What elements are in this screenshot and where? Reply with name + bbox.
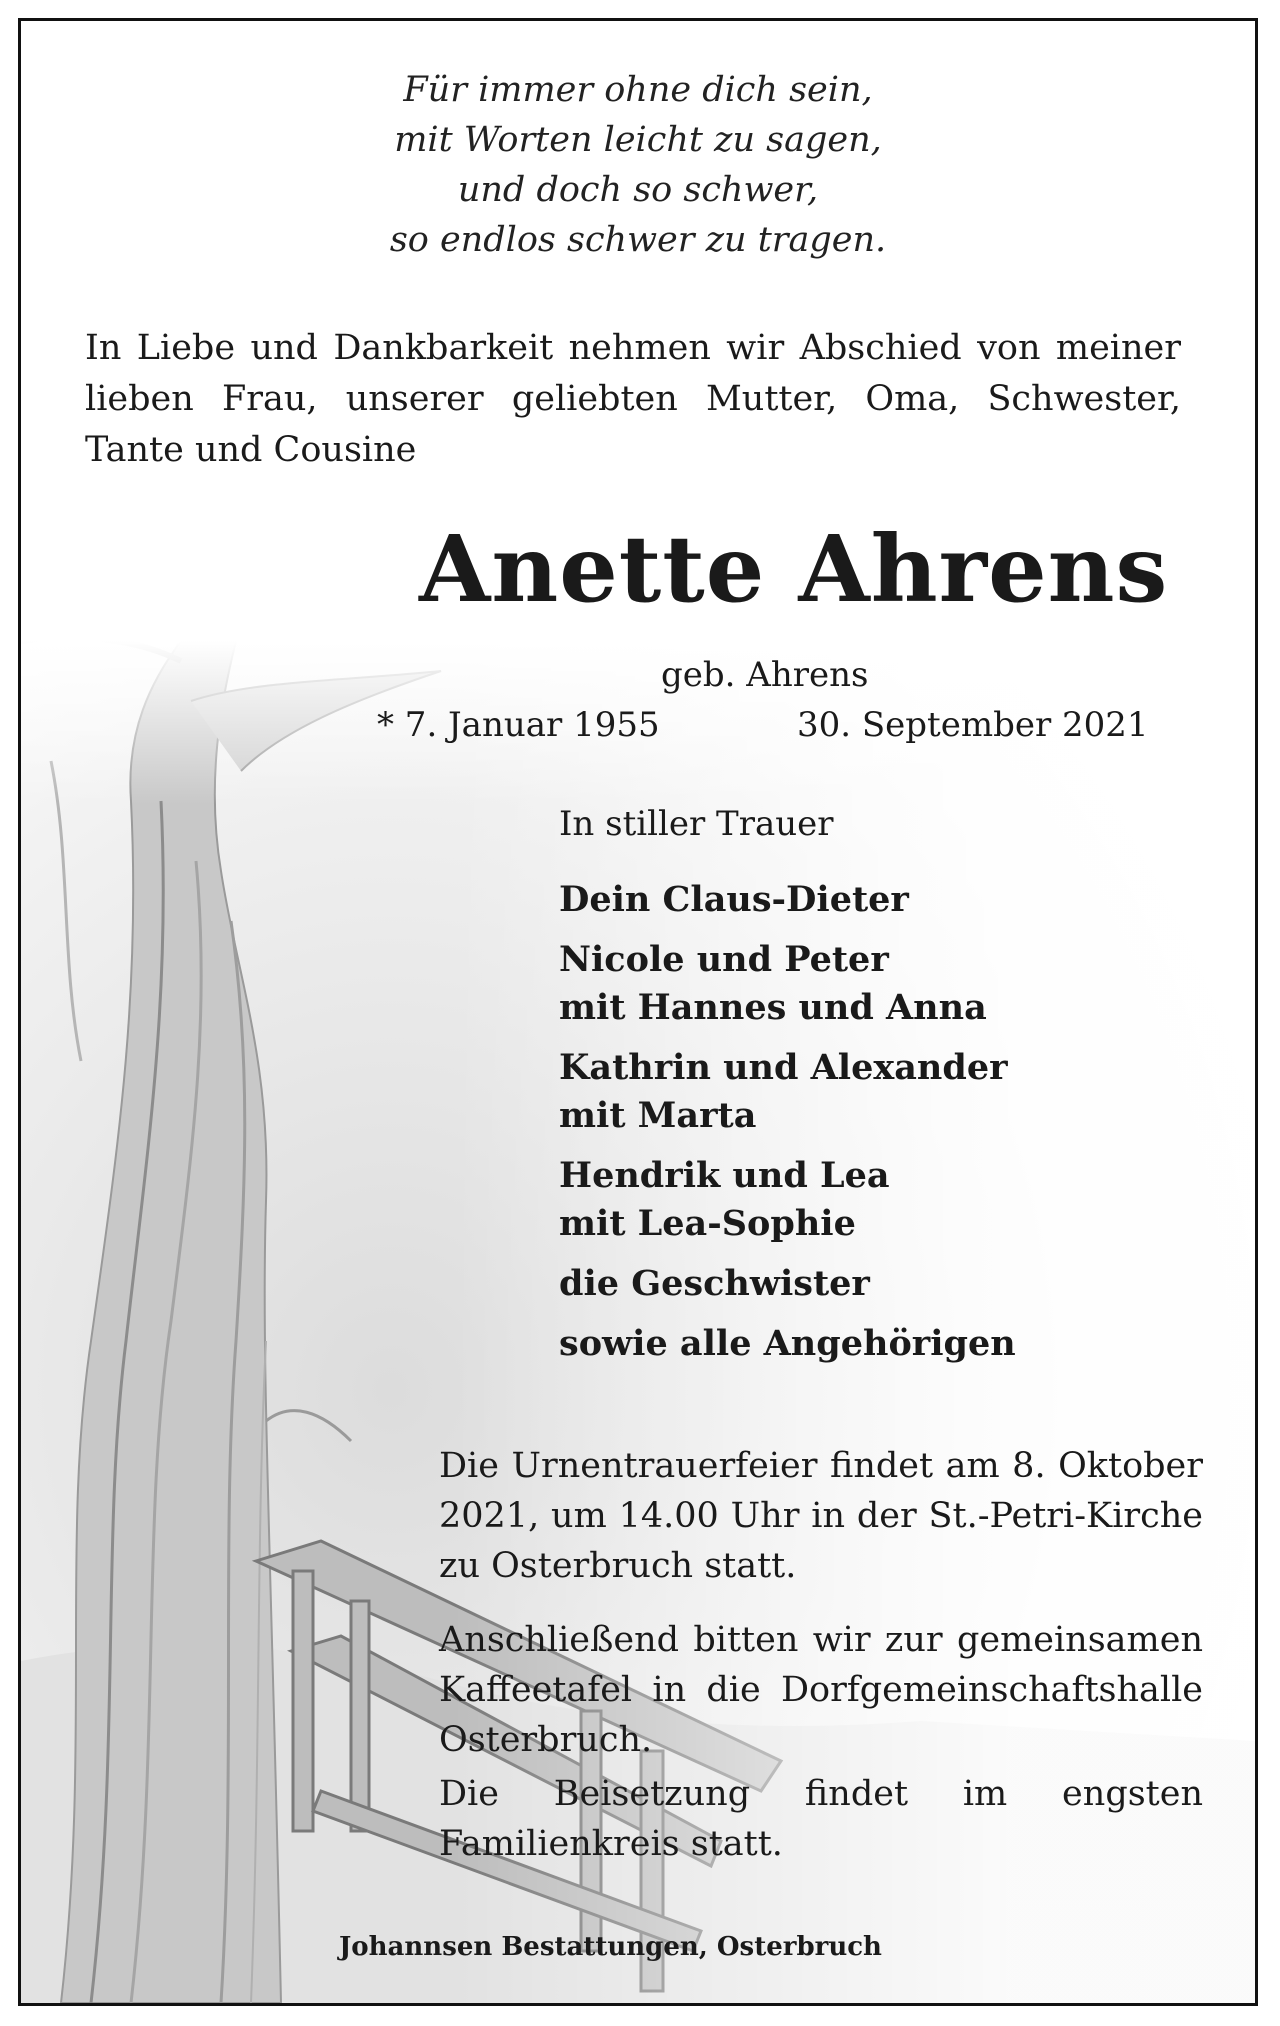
intro-text: In Liebe und Dankbarkeit nehmen wir Abschied von meiner lieben Frau, unserer geliebten Mutter, Oma, Schwester, Tante und Cousine	[85, 328, 1181, 470]
death-date: 30. September 2021	[797, 705, 1149, 745]
mourner-line: Nicole und Peter	[559, 939, 889, 980]
poem	[21, 65, 1255, 265]
birth-name: geb. Ahrens	[661, 655, 869, 695]
mourner-line: Kathrin und Alexander	[559, 1047, 1008, 1088]
poem-line: Für immer ohne dich sein,	[403, 70, 873, 110]
notice-content	[21, 21, 1255, 2003]
coffee-paragraph: Anschließend bitten wir zur gemeinsamen Kaffeetafel in die Dorfgemeinschaftshalle Osterbruch.	[439, 1620, 1203, 1760]
poem-line: mit Worten leicht zu sagen,	[394, 120, 882, 160]
mourner-group	[559, 936, 1016, 1032]
mourner-group	[559, 1320, 1016, 1368]
mourner-line: die Geschwister	[559, 1263, 870, 1304]
mourner-group	[559, 876, 1016, 924]
poem-line: und doch so schwer,	[457, 170, 819, 210]
poem-line: so endlos schwer zu tragen.	[389, 220, 887, 260]
burial-paragraph: Die Beisetzung findet im engsten Familienkreis statt.	[439, 1774, 1203, 1864]
mourner-group	[559, 1044, 1016, 1140]
mourner-line: mit Marta	[559, 1095, 757, 1136]
obituary-notice	[18, 18, 1258, 2006]
mourner-line: mit Lea-Sophie	[559, 1203, 856, 1244]
mourner-group	[559, 1260, 1016, 1308]
deceased-name: Anette Ahrens	[419, 515, 1169, 623]
mourning-intro: In stiller Trauer	[559, 804, 834, 844]
birth-date: * 7. Januar 1955	[377, 705, 660, 745]
mourner-line: Hendrik und Lea	[559, 1155, 890, 1196]
mourner-line: Dein Claus-Dieter	[559, 879, 909, 920]
mourner-line: sowie alle Angehörigen	[559, 1323, 1016, 1364]
undertaker-credit: Johannsen Bestattungen, Osterbruch	[339, 1932, 882, 1962]
mourner-line: mit Hannes und Anna	[559, 987, 987, 1028]
mourner-group	[559, 1152, 1016, 1248]
ceremony-paragraph: Die Urnentrauerfeier findet am 8. Oktober 2021, um 14.00 Uhr in der St.-Petri-Kirche zu Osterbruch statt.	[439, 1446, 1203, 1586]
mourners-list	[559, 876, 1016, 1380]
